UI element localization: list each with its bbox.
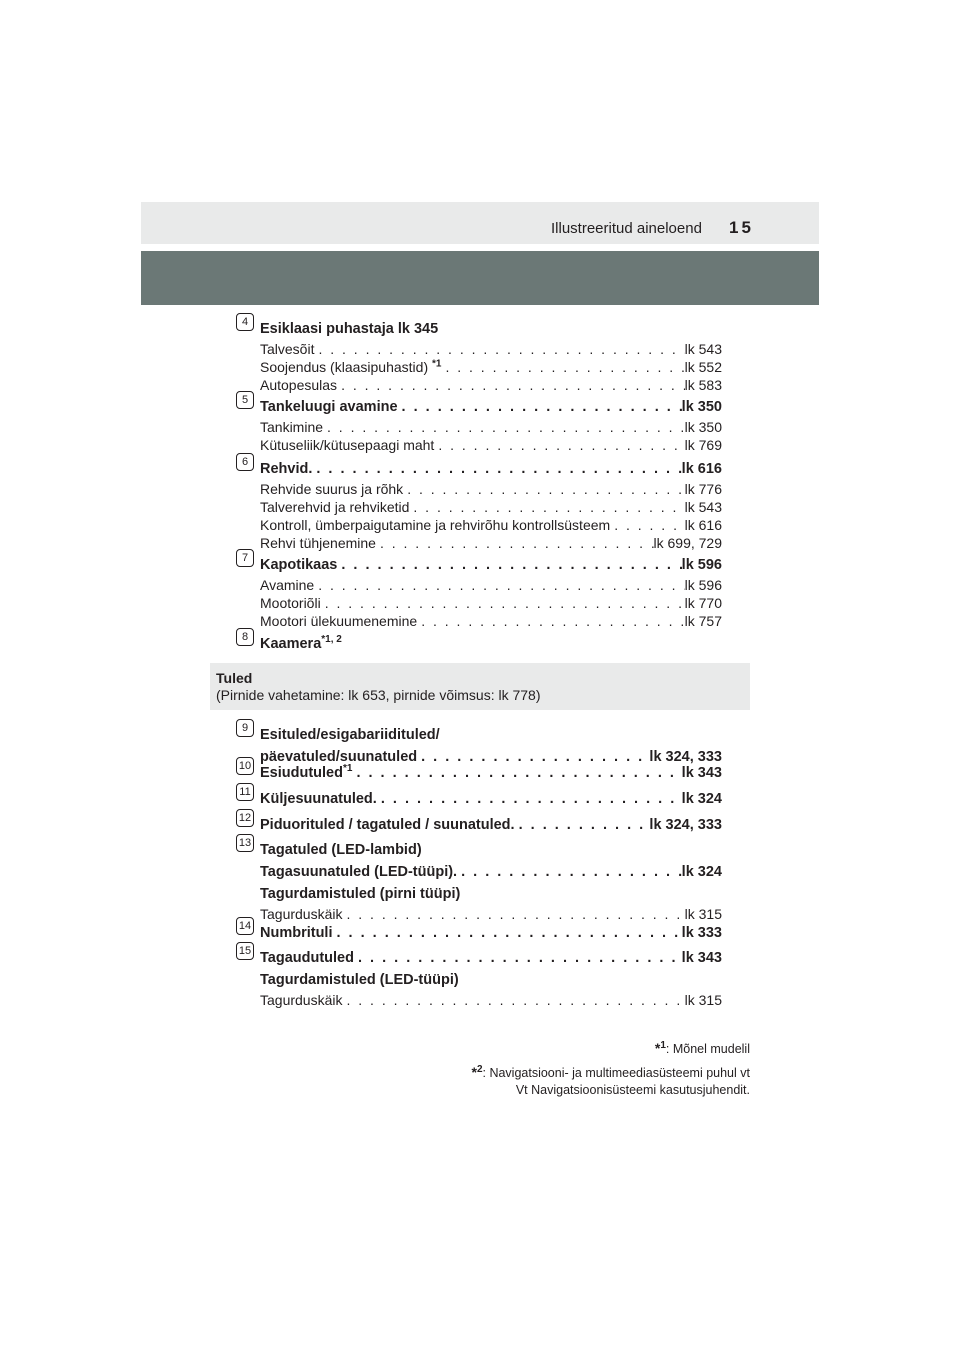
entry-title-row bbox=[260, 947, 722, 969]
sub-label: Avamine bbox=[260, 577, 315, 593]
footnote-asterisk: * bbox=[471, 1064, 477, 1080]
leader-dots bbox=[337, 376, 685, 394]
sub-label: Kontroll, ümberpaigutamine ja rehvirõhu kontrollsüsteem bbox=[260, 517, 611, 533]
sub-row bbox=[260, 576, 722, 594]
footnote-mark: *1 bbox=[432, 358, 442, 370]
entry-title: päevatuled/suunatuled bbox=[260, 749, 418, 765]
page-ref: lk 543 bbox=[684, 499, 722, 515]
leader-dots bbox=[417, 612, 684, 630]
leader-dots bbox=[409, 498, 684, 516]
page-ref: lk 343 bbox=[681, 765, 722, 781]
page-ref: lk 315 bbox=[684, 992, 722, 1008]
leader-dots bbox=[323, 418, 685, 436]
page-ref: lk 350 bbox=[684, 419, 722, 435]
page-ref: lk 324 bbox=[681, 864, 722, 880]
entry-title: Tagurdamistuled (LED-tüüpi) bbox=[260, 972, 459, 988]
leader-dots bbox=[352, 762, 681, 784]
sub-row bbox=[260, 340, 722, 358]
entry-title-row bbox=[260, 554, 722, 576]
entry-10 bbox=[238, 760, 722, 784]
callout-number-badge: 9 bbox=[236, 719, 254, 737]
sub-row bbox=[260, 594, 722, 612]
sub-row bbox=[260, 376, 722, 394]
page-ref: lk 596 bbox=[684, 577, 722, 593]
leader-dots bbox=[354, 947, 682, 969]
entry-title: Rehvid. bbox=[260, 461, 313, 477]
entry-title: Esiklaasi puhastaja lk 345 bbox=[260, 321, 439, 337]
section-color-bar bbox=[141, 251, 819, 305]
page-ref: lk 699, 729 bbox=[653, 535, 722, 551]
entry-15 bbox=[238, 945, 722, 1009]
footnote-text: : Navigatsiooni- ja multimeediasüsteemi puhul vt bbox=[482, 1066, 750, 1080]
sub-label: Mootori ülekuumenemine bbox=[260, 613, 418, 629]
leader-dots bbox=[321, 594, 685, 612]
entry-title-row bbox=[260, 883, 722, 905]
section-title: Illustreeritud aineloend bbox=[551, 220, 702, 237]
lights-section-box bbox=[210, 663, 750, 710]
sub-label: Talvesõit bbox=[260, 341, 315, 357]
sub-label-text: Soojendus (klaasipuhastid) bbox=[260, 359, 432, 375]
leader-dots bbox=[377, 788, 682, 810]
page-ref: lk 324, 333 bbox=[649, 817, 722, 833]
header-bar bbox=[141, 202, 819, 244]
leader-dots bbox=[376, 534, 654, 552]
sub-label: Tagurduskäik bbox=[260, 992, 343, 1008]
entry-title-row bbox=[260, 724, 722, 746]
entry-14 bbox=[238, 920, 722, 944]
footnote-2 bbox=[471, 1064, 750, 1080]
entry-title-row bbox=[260, 396, 722, 418]
sub-label: Mootoriõli bbox=[260, 595, 321, 611]
page-ref: lk 776 bbox=[684, 481, 722, 497]
sub-row bbox=[260, 418, 722, 436]
entry-7 bbox=[241, 552, 722, 630]
entry-12 bbox=[238, 812, 722, 836]
entry-title-row bbox=[260, 922, 722, 944]
callout-number-badge: 8 bbox=[236, 628, 254, 646]
sub-label: Tankimine bbox=[260, 419, 324, 435]
callout-number-badge: 13 bbox=[236, 834, 254, 852]
leader-dots bbox=[441, 358, 684, 376]
entry-8 bbox=[241, 631, 722, 655]
sub-row bbox=[260, 905, 722, 923]
page-ref: lk 770 bbox=[684, 595, 722, 611]
sub-row bbox=[260, 534, 722, 552]
sub-label: Kütuseliik/kütusepaagi maht bbox=[260, 437, 435, 453]
entry-5 bbox=[241, 394, 722, 454]
footnote-2-continued: Vt Navigatsioonisüsteemi kasutusjuhendit. bbox=[515, 1083, 750, 1097]
footnote-text: : Mõnel mudelil bbox=[665, 1042, 750, 1056]
entry-title-row bbox=[260, 969, 722, 991]
leader-dots bbox=[337, 554, 681, 576]
entry-title-row bbox=[260, 839, 722, 861]
page-ref: lk 324, 333 bbox=[649, 749, 722, 765]
leader-dots bbox=[515, 814, 650, 836]
sub-row bbox=[260, 358, 722, 376]
entry-title-row bbox=[260, 861, 722, 883]
entry-title bbox=[260, 633, 342, 655]
entry-title: Piduorituled / tagatuled / suunatuled. bbox=[260, 817, 515, 833]
entry-title-row bbox=[260, 814, 722, 836]
page-ref: lk 616 bbox=[684, 517, 722, 533]
sub-label: Talverehvid ja rehviketid bbox=[260, 499, 410, 515]
leader-dots bbox=[314, 576, 684, 594]
sub-label: Autopesulas bbox=[260, 377, 338, 393]
entry-title: Tagatuled (LED-lambid) bbox=[260, 842, 422, 858]
sub-label: Rehvi tühjenemine bbox=[260, 535, 376, 551]
entry-title: Tagaudutuled bbox=[260, 950, 354, 966]
entry-13 bbox=[238, 837, 722, 923]
sub-label: Rehvide suurus ja rõhk bbox=[260, 481, 404, 497]
footnote-mark: *1 bbox=[342, 763, 353, 775]
footnote-asterisk: * bbox=[654, 1040, 661, 1056]
entry-title: Tagurdamistuled (pirni tüüpi) bbox=[260, 886, 461, 902]
lights-section-title: Tuled bbox=[216, 670, 253, 686]
entry-title bbox=[260, 762, 352, 784]
footnote-number: 2 bbox=[476, 1063, 483, 1075]
sub-row bbox=[260, 991, 722, 1009]
leader-dots bbox=[312, 458, 681, 480]
callout-number-badge: 14 bbox=[236, 917, 254, 935]
entry-11 bbox=[239, 786, 722, 810]
entry-title-row bbox=[260, 458, 722, 480]
entry-title-row bbox=[260, 318, 722, 340]
page-ref: lk 583 bbox=[684, 377, 722, 393]
entry-title: Kapotikaas bbox=[260, 557, 338, 573]
entry-4 bbox=[241, 316, 722, 394]
page-number: 15 bbox=[729, 218, 754, 237]
leader-dots bbox=[333, 922, 682, 944]
footnote-mark: *1, 2 bbox=[321, 634, 342, 646]
callout-number-badge: 7 bbox=[236, 549, 254, 567]
entry-6 bbox=[241, 456, 722, 552]
entry-title: Tagasuunatuled (LED-tüüpi). bbox=[260, 864, 458, 880]
sub-row bbox=[260, 436, 722, 454]
callout-number-badge: 4 bbox=[236, 313, 254, 331]
footnote-1 bbox=[655, 1040, 750, 1056]
page-ref: lk 343 bbox=[681, 950, 722, 966]
page-ref: lk 552 bbox=[684, 359, 722, 375]
leader-dots bbox=[457, 861, 682, 883]
entry-title: Tankeluugi avamine bbox=[260, 399, 398, 415]
entry-title: Esituled/esigabariidituled/ bbox=[260, 727, 440, 743]
entry-title-text: Kaamera bbox=[260, 636, 322, 652]
callout-number-badge: 6 bbox=[236, 453, 254, 471]
footnote-number: 1 bbox=[660, 1039, 666, 1051]
callout-number-badge: 15 bbox=[236, 942, 254, 960]
callout-number-badge: 11 bbox=[236, 783, 254, 801]
page-ref: lk 596 bbox=[681, 557, 722, 573]
leader-dots bbox=[434, 436, 684, 454]
entry-title: Küljesuunatuled. bbox=[260, 791, 377, 807]
leader-dots bbox=[610, 516, 684, 534]
callout-number-badge: 10 bbox=[236, 757, 254, 775]
sub-label bbox=[260, 358, 441, 376]
leader-dots bbox=[343, 905, 685, 923]
entry-title-row bbox=[260, 762, 722, 784]
leader-dots bbox=[398, 396, 682, 418]
leader-dots bbox=[403, 480, 684, 498]
sub-row bbox=[260, 480, 722, 498]
entry-title-text: Esiudutuled bbox=[260, 765, 343, 781]
lights-section-subtitle: (Pirnide vahetamine: lk 653, pirnide võimsus: lk 778) bbox=[216, 687, 541, 703]
entry-title-row bbox=[260, 788, 722, 810]
page-ref: lk 769 bbox=[684, 437, 722, 453]
leader-dots bbox=[314, 340, 684, 358]
entry-title: Numbrituli bbox=[260, 925, 333, 941]
page-ref: lk 333 bbox=[681, 925, 722, 941]
callout-number-badge: 5 bbox=[236, 391, 254, 409]
page-ref: lk 315 bbox=[684, 906, 722, 922]
page-ref: lk 757 bbox=[684, 613, 722, 629]
sub-row bbox=[260, 516, 722, 534]
sub-row bbox=[260, 612, 722, 630]
page-ref: lk 324 bbox=[681, 791, 722, 807]
entry-title-row bbox=[260, 633, 722, 655]
callout-number-badge: 12 bbox=[236, 809, 254, 827]
sub-row bbox=[260, 498, 722, 516]
page-ref: lk 350 bbox=[681, 399, 722, 415]
page-ref: lk 616 bbox=[681, 461, 722, 477]
page-ref: lk 543 bbox=[684, 341, 722, 357]
leader-dots bbox=[343, 991, 685, 1009]
sub-label: Tagurduskäik bbox=[260, 906, 343, 922]
